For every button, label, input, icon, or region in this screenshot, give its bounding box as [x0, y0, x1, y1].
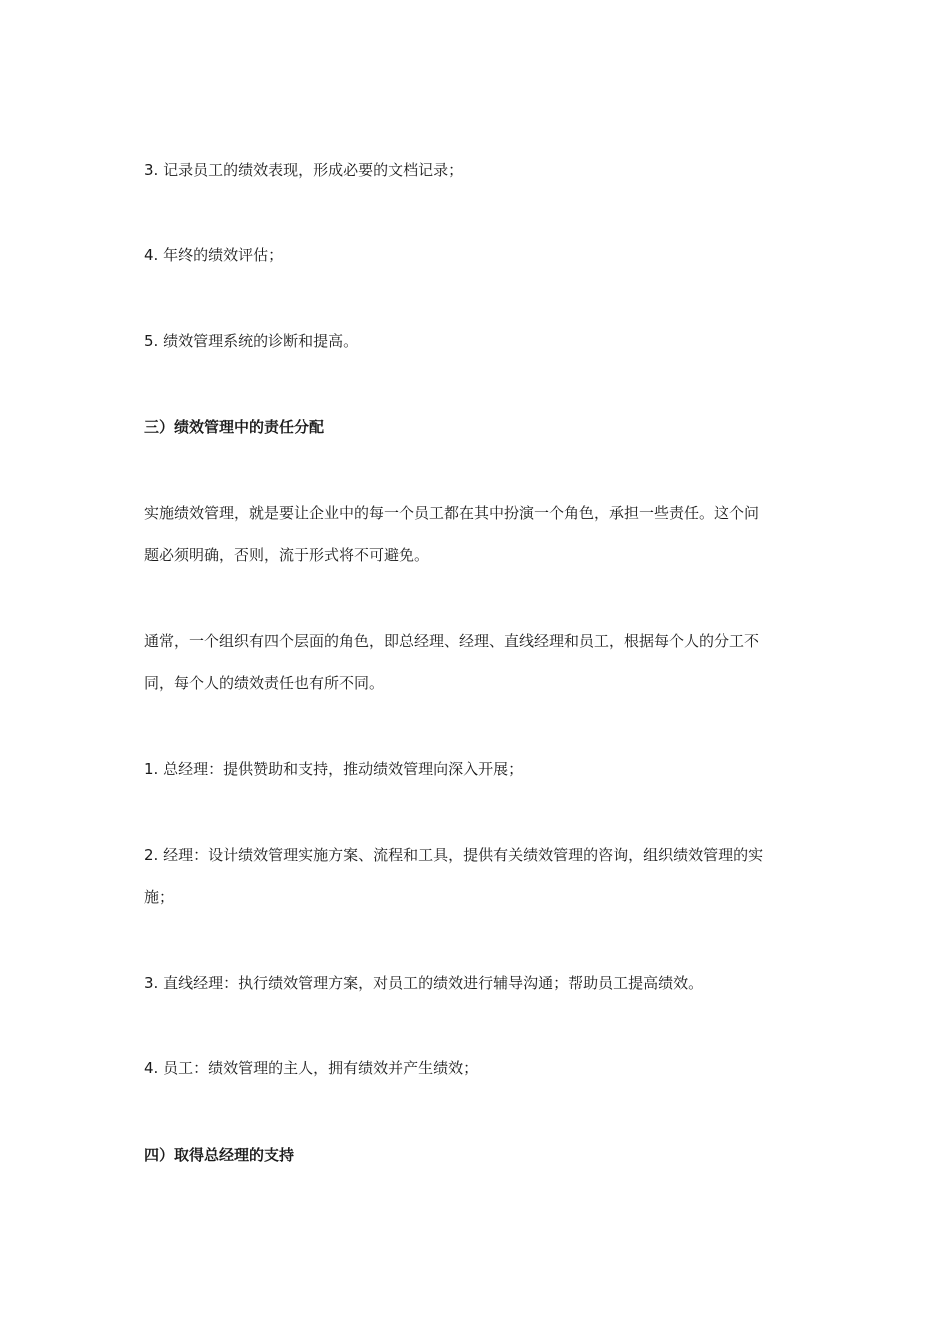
- role-item: 3. 直线经理：执行绩效管理方案，对员工的绩效进行辅导沟通；帮助员工提高绩效。: [144, 974, 704, 992]
- paragraph-line: 同，每个人的绩效责任也有所不同。: [144, 674, 385, 692]
- paragraph-line: 实施绩效管理，就是要让企业中的每一个员工都在其中扮演一个角色，承担一些责任。这个问: [144, 504, 760, 522]
- paragraph-line: 通常，一个组织有四个层面的角色，即总经理、经理、直线经理和员工，根据每个人的分工不: [144, 632, 760, 650]
- role-item: 2. 经理：设计绩效管理实施方案、流程和工具，提供有关绩效管理的咨询，组织绩效管理的实: [144, 846, 764, 864]
- list-item: 5. 绩效管理系统的诊断和提高。: [144, 332, 359, 350]
- section-heading: 四）取得总经理的支持: [144, 1146, 295, 1164]
- role-item: 1. 总经理：提供赞助和支持，推动绩效管理向深入开展；: [144, 760, 524, 778]
- role-item: 施；: [144, 888, 175, 906]
- list-item: 4. 年终的绩效评估；: [144, 246, 284, 264]
- paragraph-line: 题必须明确，否则，流于形式将不可避免。: [144, 546, 430, 564]
- section-heading: 三）绩效管理中的责任分配: [144, 418, 325, 436]
- list-item: 3. 记录员工的绩效表现，形成必要的文档记录；: [144, 161, 464, 179]
- role-item: 4. 员工：绩效管理的主人，拥有绩效并产生绩效；: [144, 1059, 479, 1077]
